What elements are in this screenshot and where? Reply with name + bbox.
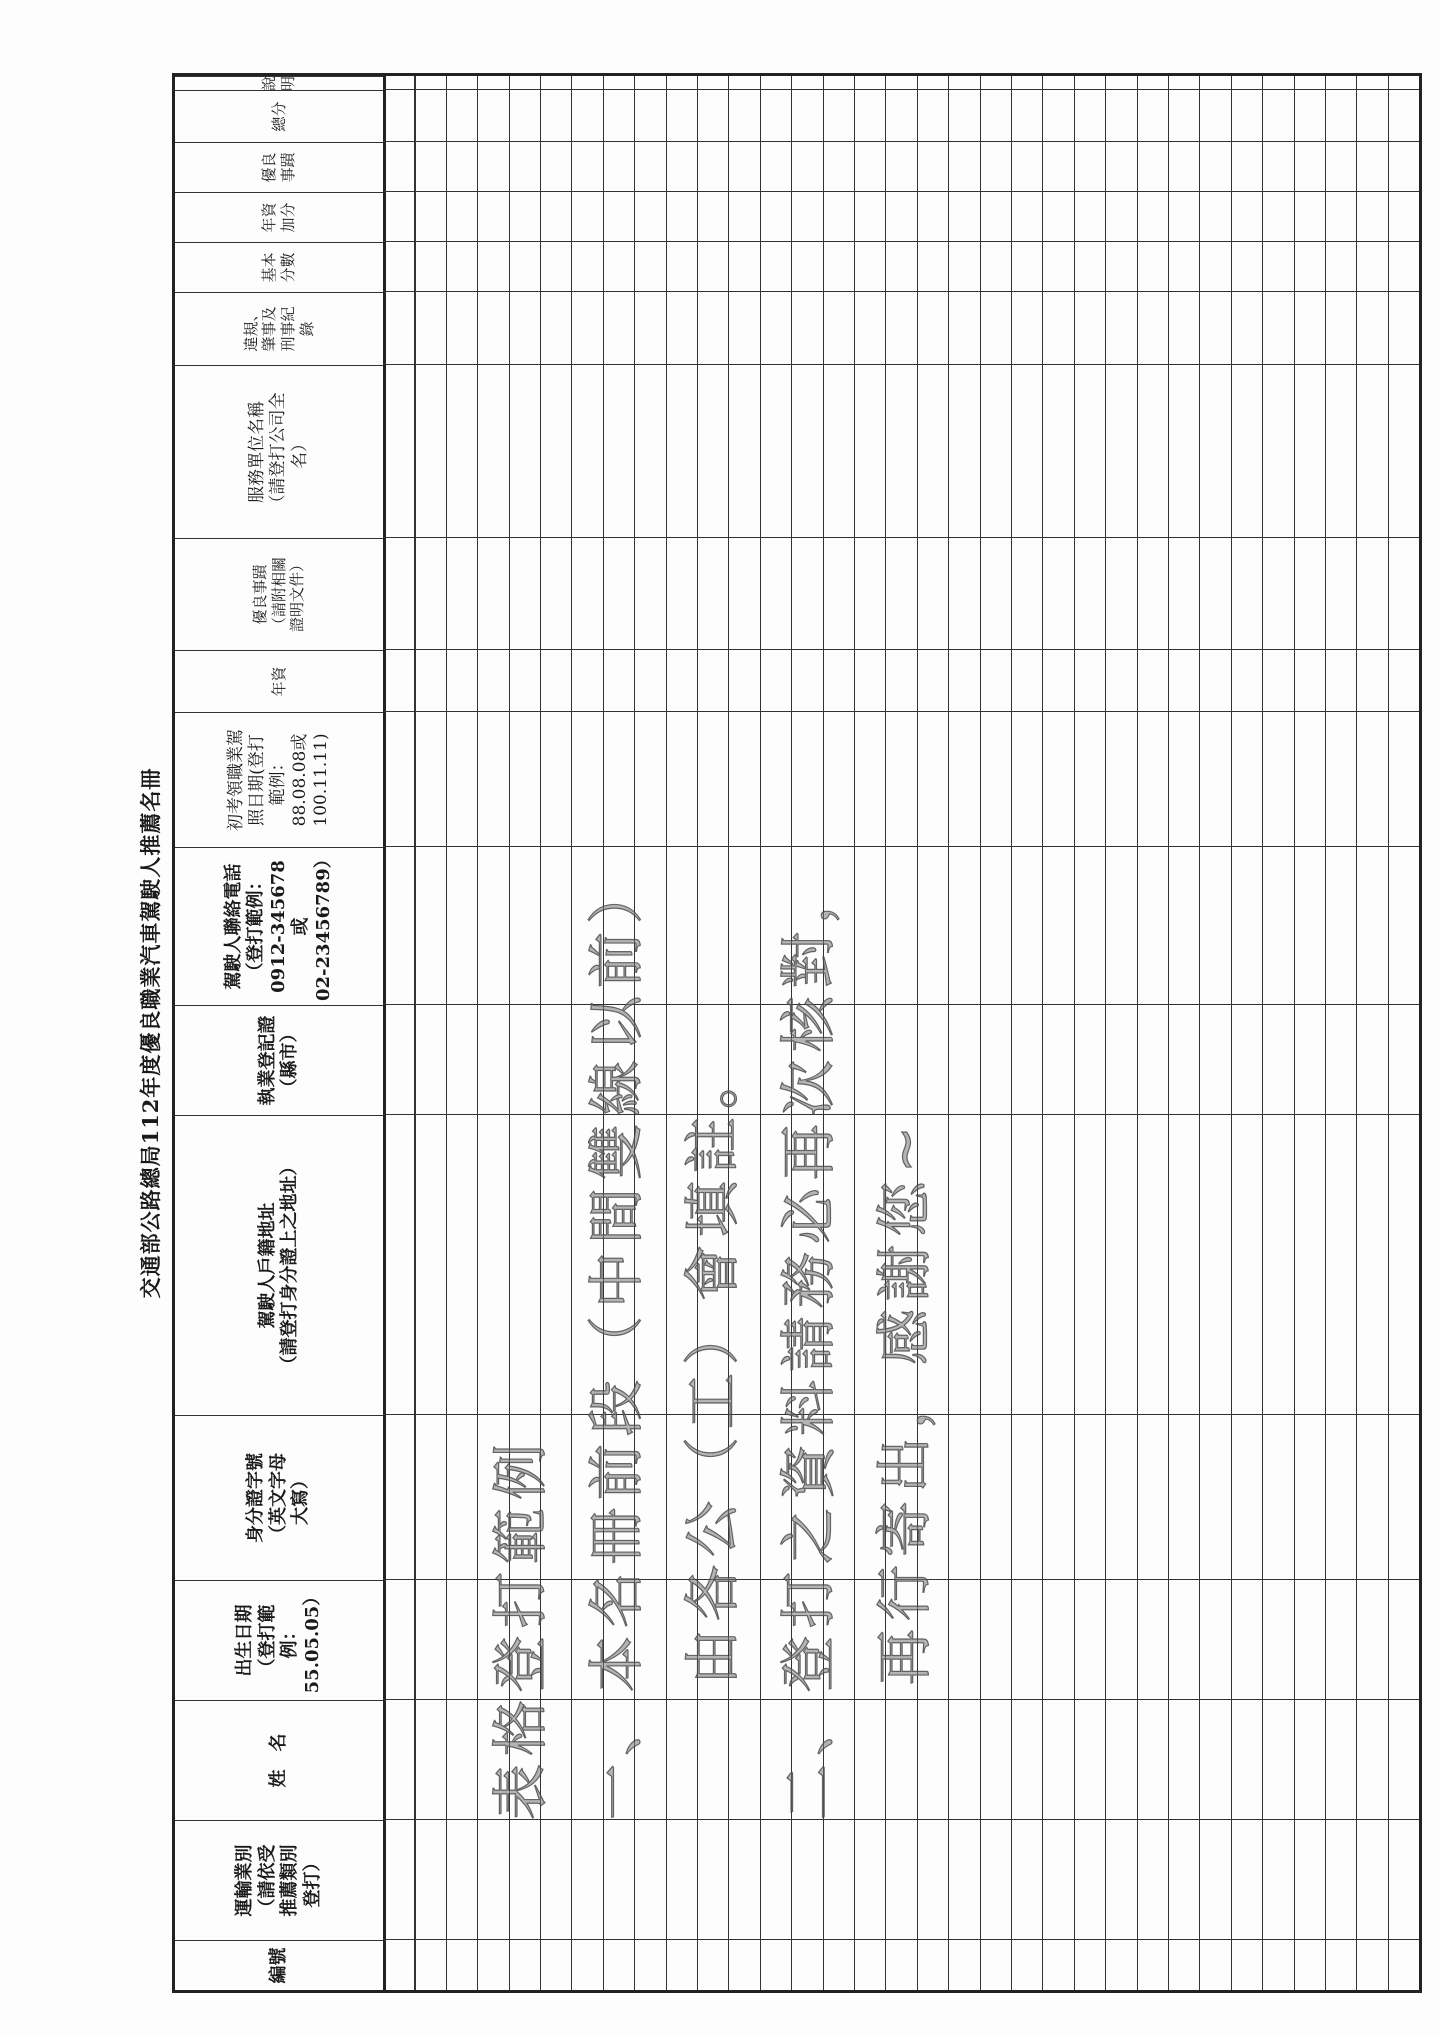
table-row	[823, 76, 824, 1990]
header-cell-id: 身分證字號 （英文字母 大寫）	[175, 1415, 383, 1580]
header-cell-seniority: 年資	[175, 650, 383, 712]
column-divider	[383, 241, 1419, 242]
table-row	[603, 76, 604, 1990]
note-line-1: 表格登打範例	[489, 1436, 554, 1820]
table-row	[540, 76, 541, 1990]
column-divider	[383, 1819, 1419, 1820]
header-cell-name: 姓 名	[175, 1700, 383, 1820]
table-row	[697, 76, 698, 1990]
header-cell-violation: 違規、 肇事及 刑事紀 錄	[175, 292, 383, 365]
header-cell-address: 駕駛人戶籍地址 （請登打身分證上之地址）	[175, 1115, 383, 1415]
header-cell-no: 編號	[175, 1940, 383, 1990]
table-row	[728, 76, 729, 1990]
note-line-2: 一、本名冊前段（中間雙線以前）	[585, 860, 650, 1820]
nomination-table	[172, 73, 1422, 1993]
table-row	[1042, 76, 1043, 1990]
column-divider	[383, 537, 1419, 538]
table-row	[1388, 76, 1389, 1990]
header-cell-remark: 說明	[175, 76, 383, 90]
note-line-4: 二、登打之資料請務必再次核對，	[777, 860, 842, 1820]
table-row	[1262, 76, 1263, 1990]
table-row	[1137, 76, 1138, 1990]
table-row	[791, 76, 792, 1990]
column-divider	[383, 1414, 1419, 1415]
column-divider	[383, 1114, 1419, 1115]
header-cell-reg: 執業登記證 （縣市）	[175, 1005, 383, 1115]
header-cell-category: 運輸業別 （請依受 推薦類別 登打）	[175, 1820, 383, 1940]
document-title: 交通部公路總局112年度優良職業汽車駕駛人推薦名冊	[138, 767, 163, 1299]
table-row	[477, 76, 478, 1990]
table-row	[1074, 76, 1075, 1990]
table-row	[1294, 76, 1295, 1990]
table-row	[980, 76, 981, 1990]
table-row	[1356, 76, 1357, 1990]
column-divider	[383, 649, 1419, 650]
column-divider	[383, 711, 1419, 712]
table-row	[1168, 76, 1169, 1990]
table-row	[446, 76, 447, 1990]
table-row	[634, 76, 635, 1990]
note-line-3: 由各公（工）會填註。	[681, 1045, 746, 1685]
table-row	[1011, 76, 1012, 1990]
table-row	[760, 76, 761, 1990]
table-row	[917, 76, 918, 1990]
header-cell-merit_score: 優良 事蹟	[175, 142, 383, 192]
table-row	[1231, 76, 1232, 1990]
column-divider	[383, 141, 1419, 142]
column-divider	[383, 1004, 1419, 1005]
header-cell-license: 初考領職業駕 照日期(登打 範例： 88.08.08或 100.11.11)	[175, 712, 383, 847]
table-row	[1199, 76, 1200, 1990]
column-divider	[383, 191, 1419, 192]
table-row	[666, 76, 667, 1990]
header-cell-merit: 優良事蹟 （請附相關 證明文件）	[175, 538, 383, 650]
column-divider	[383, 1699, 1419, 1700]
header-cell-senior_bonus: 年資 加分	[175, 192, 383, 242]
column-divider	[383, 89, 1419, 90]
column-divider	[383, 291, 1419, 292]
table-row	[948, 76, 949, 1990]
header-cell-phone: 駕駛人聯絡電話 （登打範例： 0912-345678或 02-23456789）	[175, 847, 383, 1005]
header-cell-total: 總分	[175, 90, 383, 142]
table-row	[571, 76, 572, 1990]
column-divider	[383, 1939, 1419, 1940]
table-row	[509, 76, 510, 1990]
table-row	[854, 76, 855, 1990]
note-line-5: 再行寄出，感謝您~	[873, 1118, 938, 1685]
table-row	[1105, 76, 1106, 1990]
header-cell-base: 基本 分數	[175, 242, 383, 292]
header-cell-employer: 服務單位名稱 （請登打公司全 名）	[175, 365, 383, 538]
column-divider	[383, 364, 1419, 365]
nomination-form	[138, 73, 1422, 1993]
table-row	[1325, 76, 1326, 1990]
table-row	[414, 76, 416, 1990]
table-row	[885, 76, 886, 1990]
column-divider	[383, 846, 1419, 847]
header-cell-birth: 出生日期 （登打範 例： 55.05.05）	[175, 1580, 383, 1700]
column-divider	[383, 1579, 1419, 1580]
